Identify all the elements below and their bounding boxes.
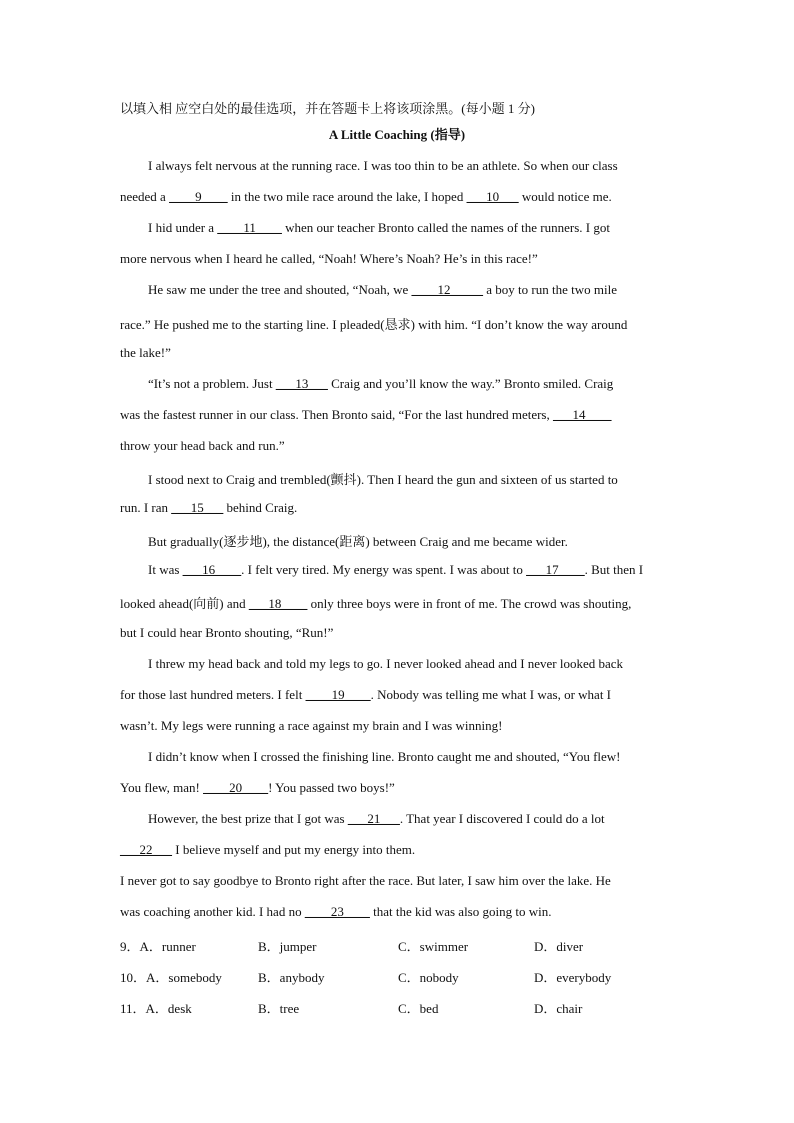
passage-line: [120, 314, 680, 333]
passage-text: I stood next to Craig and trembled(颤抖). Then I heard the gun and sixteen of us started to: [148, 472, 618, 487]
answer-blank: ___16____: [182, 562, 242, 578]
passage-text: . Nobody was telling me what I was, or what I: [370, 686, 612, 702]
passage-line: [120, 873, 680, 889]
passage-line: [120, 593, 680, 612]
passage-text: would notice me.: [518, 189, 612, 205]
answer-option: [398, 967, 459, 986]
answer-option: [120, 998, 192, 1017]
passage-text: was coaching another kid. I had no: [120, 904, 305, 920]
passage-text: . But then I: [584, 562, 644, 578]
passage-line: [120, 189, 680, 205]
option-text: B．jumper: [258, 938, 317, 954]
passage-text: more nervous when I heard he called, “Noah! Where’s Noah? He’s in this race!”: [120, 251, 538, 267]
answer-blank: ___13___: [275, 375, 328, 391]
option-text: D．chair: [534, 1000, 583, 1016]
passage-text: However, the best prize that I got was: [148, 811, 348, 827]
passage-text: that the kid was also going to win.: [369, 904, 552, 920]
answer-blank: ___14____: [553, 406, 612, 422]
passage-text: a boy to run the two mile: [483, 282, 617, 298]
option-text: C．bed: [398, 1000, 439, 1016]
passage-text: I always felt nervous at the running race. I was too thin to be an athlete. So when our class: [148, 158, 618, 173]
passage-text: behind Craig.: [223, 500, 298, 516]
passage-line: [148, 531, 680, 550]
question-number: 11．: [120, 1000, 146, 1016]
option-text: B．anybody: [258, 969, 325, 985]
passage-line: [148, 811, 680, 827]
passage-text: run. I ran: [120, 500, 172, 516]
passage-text: looked ahead(向前) and: [120, 596, 249, 612]
passage-text: but I could hear Bronto shouting, “Run!”: [120, 624, 334, 640]
passage-line: [120, 780, 680, 796]
passage-line: [120, 438, 680, 454]
option-text: C．swimmer: [398, 938, 469, 954]
passage-text: when our teacher Bronto called the names of the runners. I got: [281, 220, 610, 236]
passage-line: [148, 282, 680, 298]
answer-option: [120, 936, 196, 955]
passage-text: I threw my head back and told my legs to go. I never looked ahead and I never looked back: [148, 655, 624, 671]
passage-text: wasn’t. My legs were running a race against my brain and I was winning!: [120, 717, 503, 733]
passage-line: [120, 842, 680, 858]
passage-text: in the two mile race around the lake, I hoped: [227, 189, 467, 205]
passage-line: [148, 376, 680, 392]
passage-text: race.” He pushed me to the starting line. I pleaded(恳求) with him. “I don’t know the way around: [120, 316, 628, 332]
answer-blank: ___18____: [248, 596, 308, 612]
passage-text: Craig and you’ll know the way.” Bronto smiled. Craig: [327, 375, 614, 391]
answer-option: [398, 998, 438, 1017]
question-row: [120, 998, 680, 1016]
answer-option: [258, 936, 317, 955]
passage-line: [148, 220, 680, 236]
passage-line: [120, 904, 680, 920]
passage-line: [120, 500, 680, 516]
passage-line: [120, 625, 680, 641]
passage-text: I didn’t know when I crossed the finishing line. Bronto caught me and shouted, “You flew!: [148, 748, 621, 764]
answer-blank: ____9____: [169, 189, 228, 205]
passage-line: [120, 251, 680, 267]
answer-blank: ___22___: [120, 842, 172, 858]
passage-line: [148, 469, 680, 488]
option-text: C．nobody: [398, 969, 459, 985]
passage-line: [148, 158, 680, 174]
option-text: D．diver: [534, 938, 584, 954]
question-number: 9．: [120, 938, 140, 954]
passage-text: throw your head back and run.”: [120, 437, 285, 453]
passage-title: A Little Coaching (指导): [328, 127, 466, 142]
passage-text: I hid under a: [148, 220, 218, 236]
answer-blank: ___17____: [526, 562, 585, 578]
answer-blank: ____19____: [305, 686, 371, 702]
answer-option: [534, 936, 583, 955]
answer-blank: ____11____: [217, 220, 282, 236]
answer-blank: ___10___: [466, 189, 519, 205]
passage-text: “It’s not a problem. Just: [148, 375, 276, 391]
passage-text: . That year I discovered I could do a lot: [399, 811, 605, 827]
passage-text: . I felt very tired. My energy was spent. I was about to: [241, 562, 527, 578]
passage-text: only three boys were in front of me. The crowd was shouting,: [307, 596, 632, 612]
answer-blank: ____20____: [203, 780, 269, 795]
option-text: A．somebody: [146, 969, 222, 985]
answer-blank: ____23____: [304, 904, 370, 920]
answer-blank: ___21___: [347, 811, 400, 827]
answer-option: [258, 998, 299, 1017]
answer-option: [534, 998, 582, 1017]
passage-text: was the fastest runner in our class. Then Bronto said, “For the last hundred meters,: [120, 406, 553, 422]
question-number: 10．: [120, 969, 147, 985]
passage-text: But gradually(逐步地), the distance(距离) between Craig and me became wider.: [148, 534, 568, 550]
answer-option: [120, 967, 222, 986]
passage-text: the lake!”: [120, 344, 171, 360]
passage-line: [148, 749, 680, 765]
passage-text: It was: [148, 562, 183, 578]
passage-line: [120, 345, 680, 361]
passage-text: I believe myself and put my energy into them.: [172, 842, 416, 858]
instruction-text: 以填入相 应空白处的最佳选项，并在答题卡上将该项涂黑。(每小题 1 分): [120, 101, 535, 116]
passage-text: ! You passed two boys!”: [268, 780, 395, 795]
passage-line: [148, 656, 680, 672]
option-text: D．everybody: [534, 969, 612, 985]
passage-text: for those last hundred meters. I felt: [120, 686, 306, 702]
passage-text: You flew, man!: [120, 780, 204, 795]
answer-blank: ____12_____: [411, 282, 484, 298]
option-text: A．desk: [145, 1000, 192, 1016]
passage-line: [120, 687, 680, 703]
answer-option: [534, 967, 611, 986]
answer-option: [258, 967, 324, 986]
passage-line: [120, 407, 680, 423]
question-row: [120, 936, 680, 954]
answer-blank: ___15___: [171, 500, 224, 516]
passage-text: needed a: [120, 189, 170, 205]
passage-line: [120, 718, 680, 734]
option-text: B．tree: [258, 1000, 300, 1016]
passage-text: He saw me under the tree and shouted, “Noah, we: [148, 282, 412, 298]
answer-option: [398, 936, 468, 955]
question-row: [120, 967, 680, 985]
option-text: A．runner: [139, 938, 196, 954]
passage-text: I never got to say goodbye to Bronto right after the race. But later, I saw him over the lake. He: [120, 873, 611, 889]
passage-line: [148, 562, 680, 578]
